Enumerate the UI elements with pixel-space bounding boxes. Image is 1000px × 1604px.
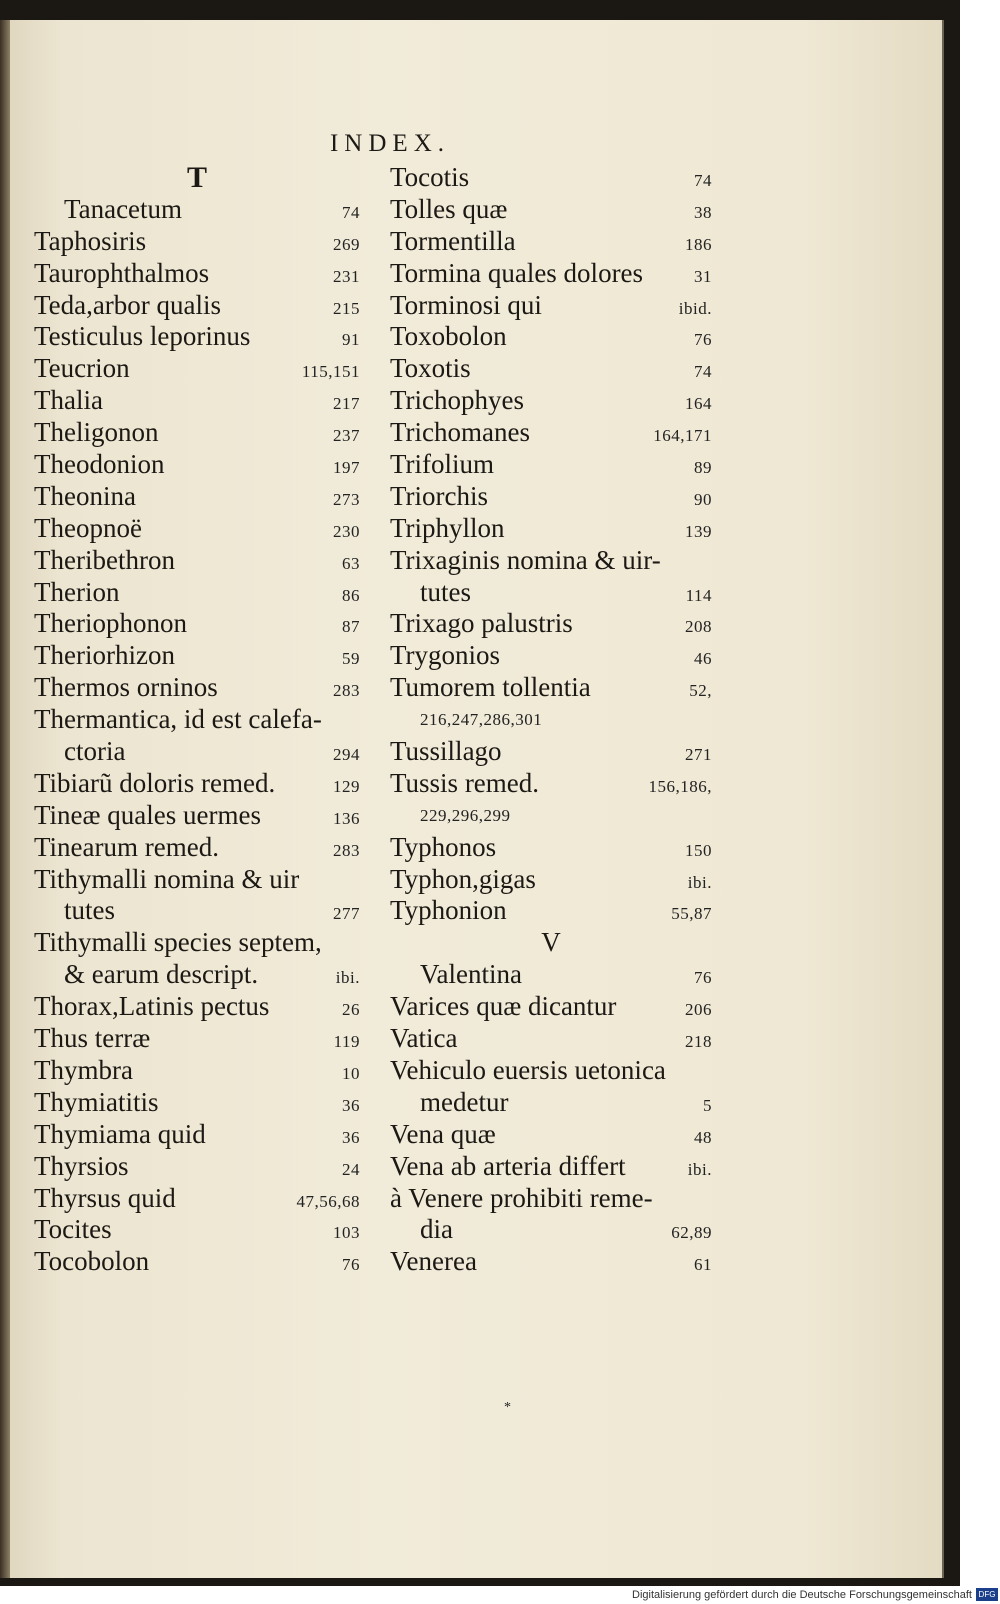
index-term: tutes [64, 895, 115, 926]
index-term: Trichophyes [390, 385, 525, 416]
index-term: Vena quæ [390, 1118, 496, 1149]
letter-heading-text: V [541, 927, 561, 958]
index-term: Taurophthalmos [34, 257, 210, 288]
letter-heading-text: T [186, 161, 207, 194]
index-term: Toxotis [390, 353, 471, 384]
page-references: 63 [342, 553, 360, 573]
index-term: & earum descript. [64, 959, 259, 990]
index-entry [390, 194, 712, 226]
index-term: dia [420, 1214, 453, 1245]
page-references: 269 [333, 234, 360, 254]
index-entry [34, 1055, 360, 1087]
index-term: Triorchis [390, 480, 489, 511]
index-entry [390, 736, 712, 768]
page-references: 164 [685, 394, 712, 414]
index-entry [390, 545, 712, 577]
page-references: 89 [694, 458, 712, 478]
index-entry [34, 577, 360, 609]
index-entry [34, 895, 360, 927]
page-references: 74 [694, 362, 712, 382]
index-term: Teda,arbor qualis [34, 289, 222, 320]
index-term: Thermantica, id est calefa- [34, 704, 322, 735]
page-references: 136 [333, 808, 360, 828]
index-term: Theodonion [34, 449, 165, 480]
index-term: Torminosi qui [390, 289, 542, 320]
page-references: 217 [333, 394, 360, 414]
index-entry [390, 768, 712, 800]
page-references: 36 [342, 1095, 360, 1115]
book-spine [0, 20, 10, 1578]
index-entry [34, 226, 360, 258]
index-term: Thymiama quid [34, 1118, 206, 1149]
page-references: 46 [694, 649, 712, 669]
index-entry [34, 1087, 360, 1119]
index-entry [390, 1023, 712, 1055]
index-term: Theonina [34, 480, 136, 511]
index-continuation-pages [390, 704, 712, 736]
index-term: Trichomanes [390, 417, 530, 448]
index-entry [390, 895, 712, 927]
index-entry [34, 1246, 360, 1278]
index-entry [34, 864, 360, 896]
page-references: 115,151 [301, 362, 360, 382]
index-letter-heading [390, 927, 712, 959]
index-term: Therion [34, 576, 120, 607]
index-term: Tithymalli nomina & uir [34, 863, 300, 894]
page-references: 55,87 [671, 904, 712, 924]
page-references: 62,89 [671, 1223, 712, 1243]
page-references: 150 [685, 840, 712, 860]
index-entry [390, 577, 712, 609]
index-term: Tormina quales dolores [390, 257, 644, 288]
index-entry [34, 672, 360, 704]
page-references: 218 [685, 1032, 712, 1052]
index-entry [390, 290, 712, 322]
page-references: 273 [333, 489, 360, 509]
index-entry [390, 672, 712, 704]
page-references: 52, [689, 681, 712, 701]
index-entry [390, 1246, 712, 1278]
page-references: 216,247,286,301 [420, 710, 543, 730]
page-references: 156,186, [648, 776, 712, 796]
index-term: Thorax,Latinis pectus [34, 991, 270, 1022]
index-term: Tinearum remed. [34, 831, 219, 862]
index-entry [390, 1183, 712, 1215]
page-references: 87 [342, 617, 360, 637]
index-term: à Venere prohibiti reme- [390, 1182, 653, 1213]
page-references: 208 [685, 617, 712, 637]
index-term: Typhonos [390, 831, 497, 862]
index-entry [34, 991, 360, 1023]
index-entry [34, 481, 360, 513]
index-entry [34, 736, 360, 768]
index-entry [390, 1214, 712, 1246]
index-term: Theopnoë [34, 512, 142, 543]
page-references: 229,296,299 [420, 805, 511, 825]
digitization-footer [0, 1586, 1000, 1604]
index-entry [390, 258, 712, 290]
index-entry [390, 1151, 712, 1183]
index-entry [34, 927, 360, 959]
page-references: 277 [333, 904, 360, 924]
index-term: Tineæ quales uermes [34, 799, 261, 830]
index-term: Tanacetum [64, 193, 183, 224]
index-entry [34, 959, 360, 991]
page-references: ibi. [687, 872, 712, 892]
index-entry [34, 321, 360, 353]
index-entry [34, 640, 360, 672]
index-entry [34, 768, 360, 800]
page-references: 283 [333, 681, 360, 701]
index-entry [34, 1151, 360, 1183]
index-entry [390, 321, 712, 353]
index-term: Thus terræ [34, 1023, 151, 1054]
page-references: 47,56,68 [296, 1191, 360, 1211]
index-term: Theriorhizon [34, 640, 175, 671]
index-term: Tocotis [390, 162, 470, 192]
index-term: Theriophonon [34, 608, 187, 639]
index-entry [390, 449, 712, 481]
page-references: 271 [685, 745, 712, 765]
index-letter-heading [34, 162, 360, 194]
index-entry [34, 513, 360, 545]
index-entry [34, 258, 360, 290]
index-term: Tibiarũ doloris remed. [34, 767, 276, 798]
index-entry [390, 353, 712, 385]
page-references: 119 [333, 1032, 360, 1052]
index-term: Triphyllon [390, 512, 505, 543]
index-term: Typhon,gigas [390, 863, 536, 894]
index-entry [34, 1214, 360, 1246]
index-entry [390, 226, 712, 258]
index-entry [34, 449, 360, 481]
page-references: 114 [685, 585, 712, 605]
index-entry [390, 608, 712, 640]
dfg-logo: DFG [976, 1588, 998, 1601]
page-references: 10 [342, 1063, 360, 1083]
index-entry [34, 704, 360, 736]
index-entry [34, 800, 360, 832]
page-references: 74 [342, 202, 360, 222]
page-references: ibid. [678, 298, 712, 318]
index-term: Trixaginis nomina & uir- [390, 544, 661, 575]
index-entry [390, 481, 712, 513]
index-term: Trygonios [390, 640, 501, 671]
index-term: Thyrsios [34, 1150, 129, 1181]
catchword: * [504, 1400, 511, 1415]
page-references: 91 [342, 330, 360, 350]
index-term: Toxobolon [390, 321, 507, 352]
index-term: Theribethron [34, 544, 175, 575]
index-term: medetur [420, 1086, 509, 1117]
index-term: Thalia [34, 385, 103, 416]
index-entry [390, 959, 712, 991]
index-entry [34, 545, 360, 577]
index-term: tutes [420, 576, 471, 607]
page-references: 139 [685, 521, 712, 541]
page-references: 129 [333, 776, 360, 796]
index-entry [390, 832, 712, 864]
index-entry [34, 1023, 360, 1055]
index-term: Valentina [420, 959, 522, 990]
page-references: 74 [694, 171, 712, 190]
index-term: Tussis remed. [390, 767, 540, 798]
index-entry [34, 417, 360, 449]
page-references: ibi. [687, 1159, 712, 1179]
index-entry [390, 991, 712, 1023]
index-term: Trixago palustris [390, 608, 573, 639]
index-entry [390, 162, 712, 194]
index-term: Tolles quæ [390, 193, 508, 224]
page-references: 231 [333, 266, 360, 286]
index-entry [390, 1055, 712, 1087]
index-entry [34, 608, 360, 640]
index-term: Tumorem tollentia [390, 672, 591, 703]
index-term: Tormentilla [390, 225, 516, 256]
index-entry [390, 864, 712, 896]
page-references: 24 [342, 1159, 360, 1179]
index-term: Vena ab arteria differt [390, 1150, 626, 1181]
page-references: 5 [703, 1095, 712, 1115]
page-references: 283 [333, 840, 360, 860]
page-references: 76 [694, 968, 712, 988]
page-references: ibi. [335, 968, 360, 988]
index-term: Thymiatitis [34, 1086, 159, 1117]
index-term: Venerea [390, 1246, 477, 1277]
index-entry [34, 1119, 360, 1151]
page-references: 197 [333, 458, 360, 478]
footer-text: Digitalisierung gefördert durch die Deutsche Forschungsgemeinschaft [632, 1589, 972, 1601]
index-term: Testiculus leporinus [34, 321, 251, 352]
page-references: 86 [342, 585, 360, 605]
index-term: Theligonon [34, 417, 159, 448]
index-entry [34, 194, 360, 226]
index-entry [34, 385, 360, 417]
page-references: 36 [342, 1127, 360, 1147]
page-references: 48 [694, 1127, 712, 1147]
index-entry [34, 832, 360, 864]
page-references: 237 [333, 426, 360, 446]
index-entry [34, 353, 360, 385]
page-references: 59 [342, 649, 360, 669]
page-references: 61 [694, 1255, 712, 1275]
index-term: Vatica [390, 1023, 458, 1054]
page-references: 76 [342, 1255, 360, 1275]
index-term: Tocites [34, 1214, 112, 1245]
running-head: INDEX. [329, 130, 450, 157]
index-column-left [34, 162, 360, 1278]
page-references: 103 [333, 1223, 360, 1243]
index-entry [390, 385, 712, 417]
page-references: 90 [694, 489, 712, 509]
index-column-right [390, 162, 712, 1278]
index-term: Thymbra [34, 1054, 133, 1085]
page-references: 294 [333, 745, 360, 765]
index-term: Teucrion [34, 353, 130, 384]
index-term: Vehiculo euersis uetonica [390, 1054, 666, 1085]
index-entry [390, 1087, 712, 1119]
index-entry [390, 417, 712, 449]
index-term: Tithymalli species septem, [34, 927, 322, 958]
page-references: 230 [333, 521, 360, 541]
index-term: Taphosiris [34, 225, 147, 256]
index-entry [34, 290, 360, 322]
page-references: 186 [685, 234, 712, 254]
index-entry [34, 1183, 360, 1215]
index-term: Tussillago [390, 736, 502, 767]
index-continuation-pages [390, 800, 712, 832]
page-references: 206 [685, 1000, 712, 1020]
page-references: 76 [694, 330, 712, 350]
page-references: 164,171 [653, 426, 712, 446]
index-term: Thyrsus quid [34, 1182, 176, 1213]
index-term: ctoria [64, 736, 126, 767]
index-term: Tocobolon [34, 1246, 150, 1277]
page-references: 31 [694, 266, 712, 286]
index-term: Varices quæ dicantur [390, 991, 617, 1022]
index-term: Trifolium [390, 449, 495, 480]
page-references: 215 [333, 298, 360, 318]
index-term: Typhonion [390, 895, 507, 926]
index-entry [390, 1119, 712, 1151]
page-references: 26 [342, 1000, 360, 1020]
index-entry [390, 640, 712, 672]
page-references: 38 [694, 202, 712, 222]
index-entry [390, 513, 712, 545]
index-term: Thermos orninos [34, 672, 218, 703]
